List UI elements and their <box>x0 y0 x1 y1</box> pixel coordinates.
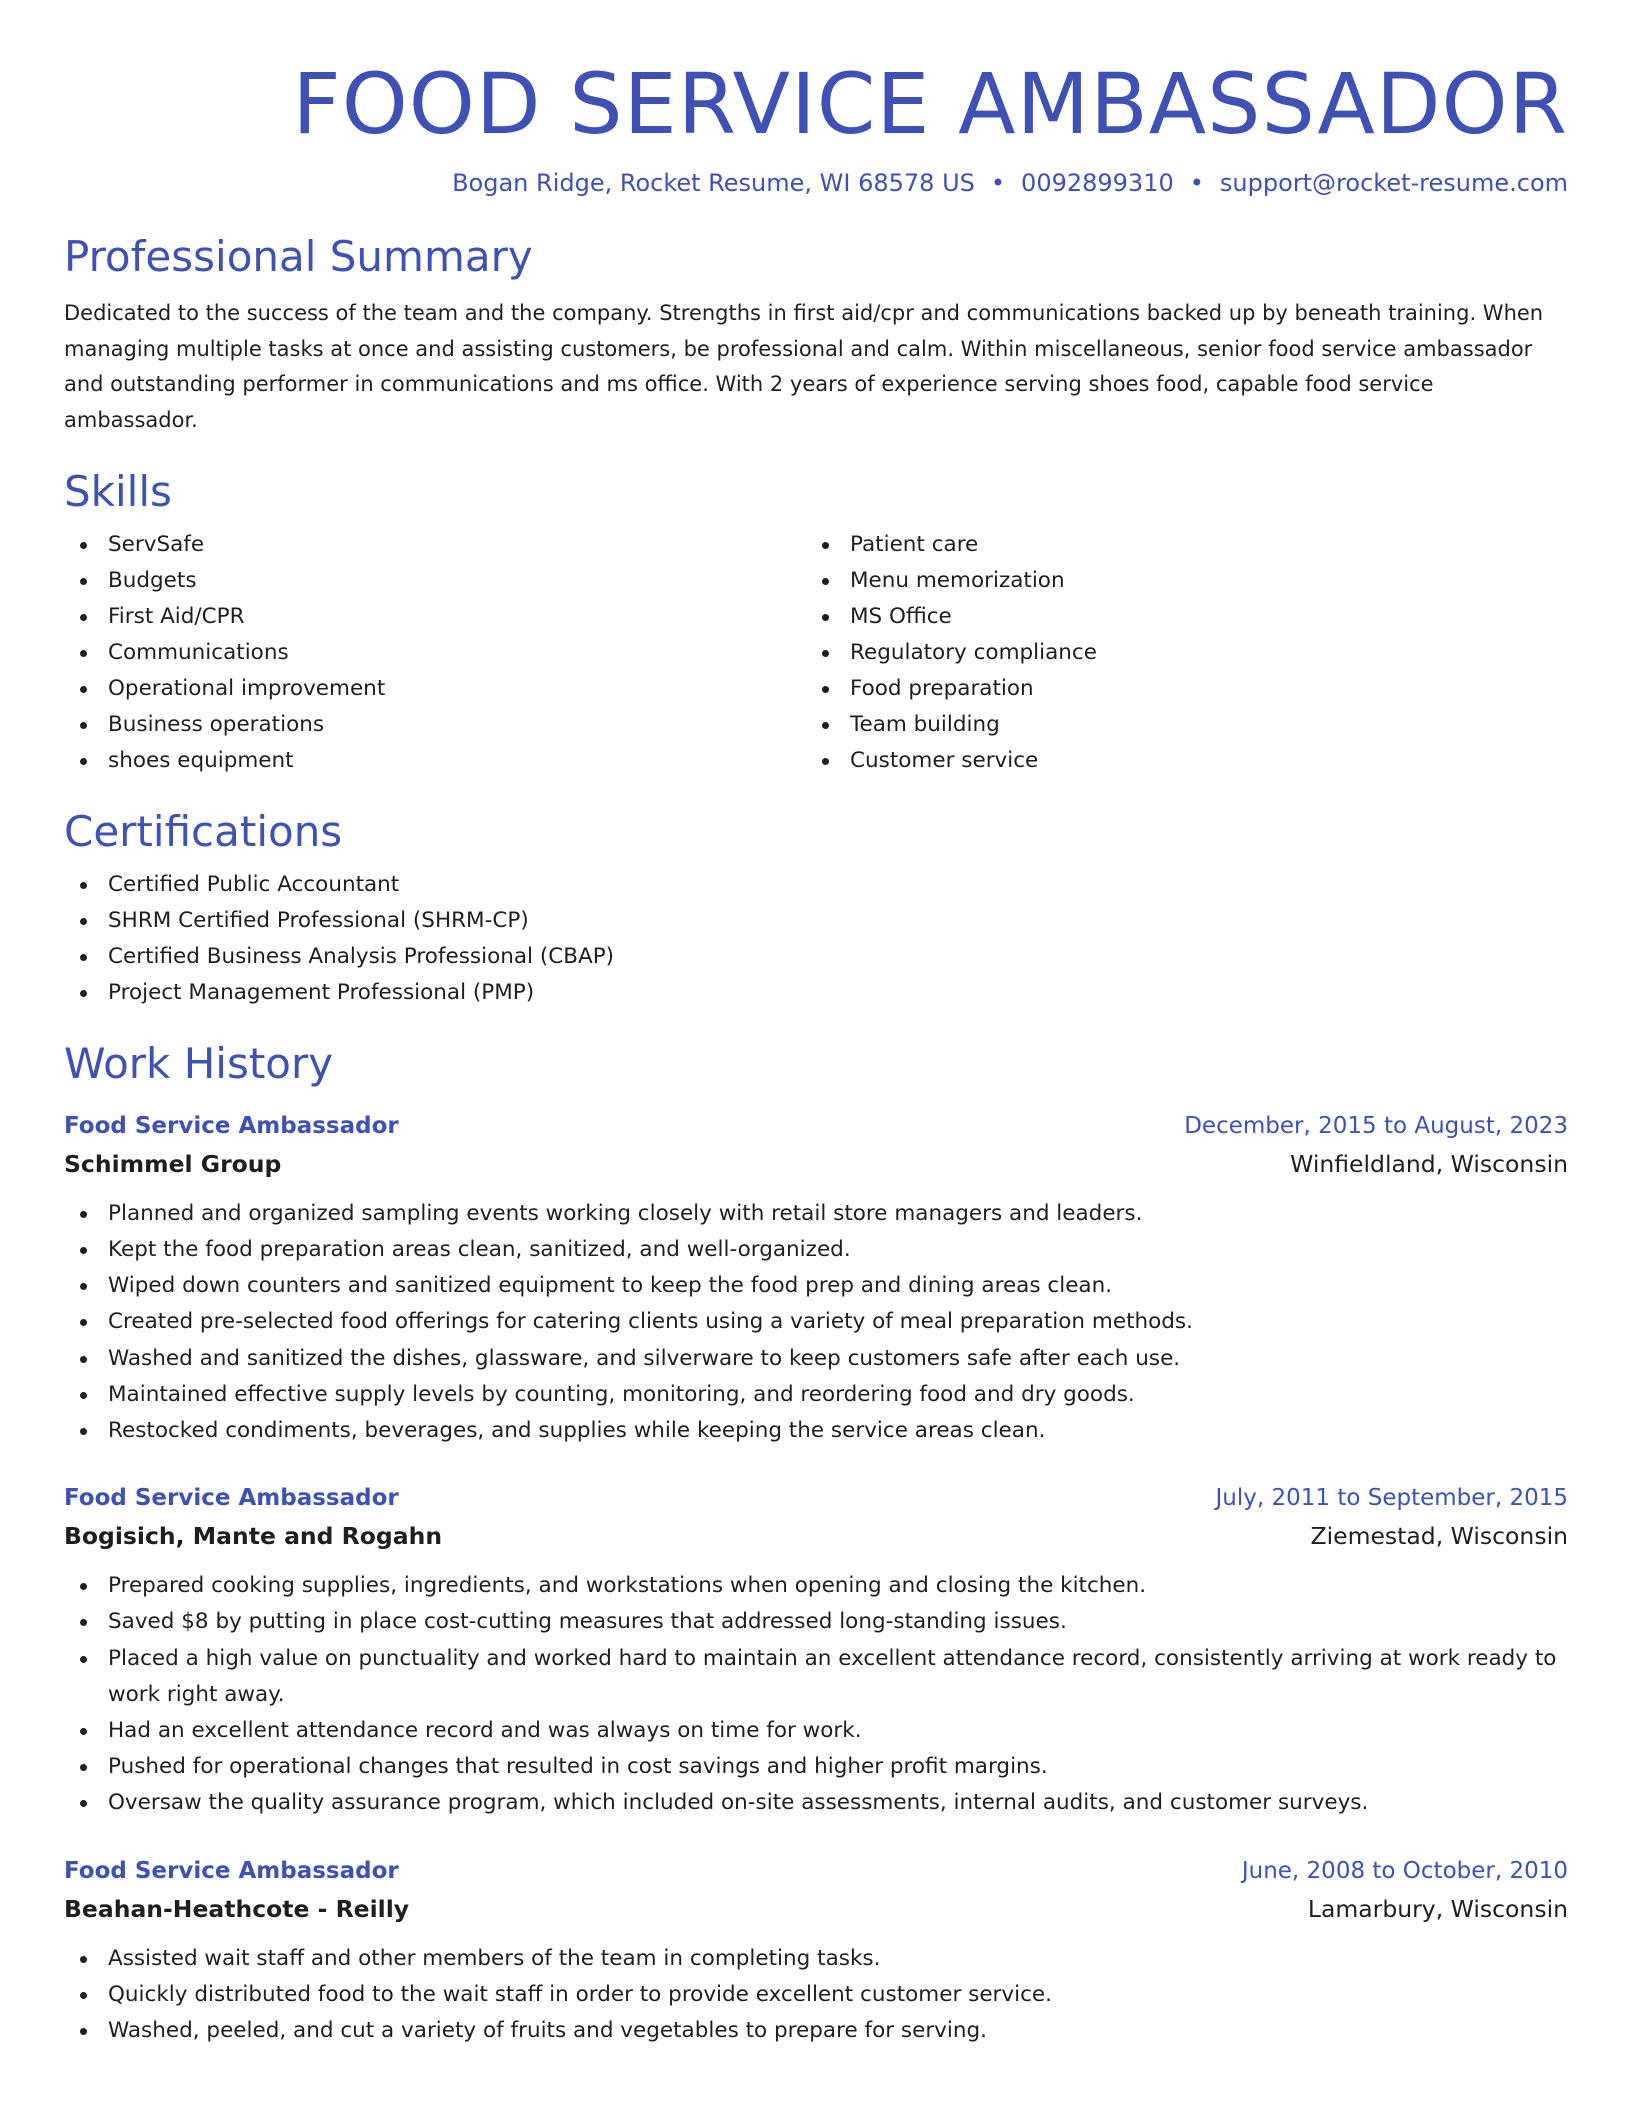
job-duty: Had an excellent attendance record and was always on time for work. <box>64 1713 1568 1749</box>
skill-item: ServSafe <box>64 527 806 563</box>
certification-item: Project Management Professional (PMP) <box>64 975 1568 1011</box>
job-company: Schimmel Group <box>64 1149 282 1178</box>
job-duty: Restocked condiments, beverages, and supplies while keeping the service areas clean. <box>64 1413 1568 1449</box>
job-duties <box>64 1568 1568 1821</box>
job-duties <box>64 1941 1568 2050</box>
job-duty: Maintained effective supply levels by counting, monitoring, and reordering food and dry goods. <box>64 1377 1568 1413</box>
contact-email: support@rocket-resume.com <box>1219 169 1568 197</box>
job-title: Food Service Ambassador <box>64 1485 399 1512</box>
skill-item: Team building <box>806 707 1548 743</box>
skill-item: Menu memorization <box>806 563 1548 599</box>
job-duty: Oversaw the quality assurance program, which included on-site assessments, internal audits, and customer surveys. <box>64 1785 1568 1821</box>
skill-item: Budgets <box>64 563 806 599</box>
contact-address: Bogan Ridge, Rocket Resume, WI 68578 US <box>452 169 975 197</box>
certification-item: Certified Public Accountant <box>64 867 1568 903</box>
skill-item: MS Office <box>806 599 1548 635</box>
job-company: Bogisich, Mante and Rogahn <box>64 1522 443 1551</box>
job-duty: Washed and sanitized the dishes, glassware, and silverware to keep customers safe after each use. <box>64 1341 1568 1377</box>
certifications-list <box>64 867 1568 1011</box>
skills-list-left <box>64 527 806 779</box>
job-duty: Created pre-selected food offerings for catering clients using a variety of meal preparation methods. <box>64 1304 1568 1340</box>
contact-phone: 0092899310 <box>1021 169 1174 197</box>
job-duty: Placed a high value on punctuality and worked hard to maintain an excellent attendance record, consistently arriving at work ready to work right away. <box>64 1641 1568 1713</box>
job-duty: Assisted wait staff and other members of the team in completing tasks. <box>64 1941 1568 1977</box>
job-duty: Quickly distributed food to the wait staff in order to provide excellent customer service. <box>64 1977 1568 2013</box>
skill-item: Patient care <box>806 527 1548 563</box>
job-title: Food Service Ambassador <box>64 1112 399 1139</box>
resume-name: FOOD SERVICE AMBASSADOR <box>292 55 1568 153</box>
skill-item: Communications <box>64 635 806 671</box>
job-company: Beahan-Heathcote - Reilly <box>64 1894 410 1923</box>
skill-item: Operational improvement <box>64 671 806 707</box>
skill-item: Food preparation <box>806 671 1548 707</box>
job-duty: Wiped down counters and sanitized equipment to keep the food prep and dining areas clean. <box>64 1268 1568 1304</box>
job-dates: June, 2008 to October, 2010 <box>1241 1857 1568 1884</box>
skills-heading: Skills <box>64 466 172 516</box>
job-duty: Kept the food preparation areas clean, sanitized, and well-organized. <box>64 1232 1568 1268</box>
job-duty: Planned and organized sampling events working closely with retail store managers and leaders. <box>64 1196 1568 1232</box>
skills-list-right <box>806 527 1548 779</box>
skill-item: shoes equipment <box>64 743 806 779</box>
skill-item: First Aid/CPR <box>64 599 806 635</box>
skill-item: Regulatory compliance <box>806 635 1548 671</box>
job-duty: Prepared cooking supplies, ingredients, and workstations when opening and closing the kitchen. <box>64 1568 1568 1604</box>
contact-separator: • <box>990 169 1006 197</box>
summary-heading: Professional Summary <box>64 232 533 281</box>
skill-item: Customer service <box>806 743 1548 779</box>
certification-item: SHRM Certified Professional (SHRM-CP) <box>64 903 1568 939</box>
job-location: Lamarbury, Wisconsin <box>1307 1894 1568 1923</box>
job-duty: Washed, peeled, and cut a variety of fruits and vegetables to prepare for serving. <box>64 2013 1568 2049</box>
job-title: Food Service Ambassador <box>64 1857 399 1884</box>
job-duty: Pushed for operational changes that resulted in cost savings and higher profit margins. <box>64 1749 1568 1785</box>
skill-item: Business operations <box>64 707 806 743</box>
job-entry <box>64 1479 1568 1821</box>
certifications-heading: Certifications <box>64 806 343 856</box>
summary-text: Dedicated to the success of the team and the company. Strengths in first aid/cpr and communications backed up by beneath training. When managing multiple tasks at once and assisting customers, be professional and calm. Within miscellaneous, senior food service ambassador and outstanding performer in communications and ms office. With 2 years of experience serving shoes food, capable food service ambassador. <box>64 301 1544 433</box>
contact-separator: • <box>1189 169 1204 197</box>
skills-grid <box>64 527 1568 779</box>
job-duties <box>64 1196 1568 1449</box>
contact-line <box>64 166 1568 200</box>
job-entry <box>64 1107 1568 1449</box>
work-history-heading: Work History <box>64 1038 334 1088</box>
job-duty: Saved $8 by putting in place cost-cutting measures that addressed long-standing issues. <box>64 1604 1568 1640</box>
job-dates: December, 2015 to August, 2023 <box>1184 1112 1568 1139</box>
job-location: Ziemestad, Wisconsin <box>1310 1522 1568 1551</box>
job-dates: July, 2011 to September, 2015 <box>1215 1485 1568 1512</box>
certification-item: Certified Business Analysis Professional (CBAP) <box>64 939 1568 975</box>
job-location: Winfieldland, Wisconsin <box>1290 1149 1568 1178</box>
job-entry <box>64 1852 1568 2050</box>
